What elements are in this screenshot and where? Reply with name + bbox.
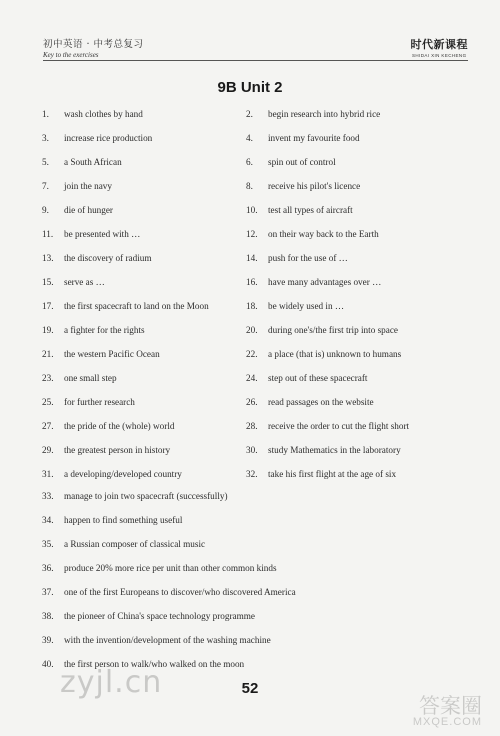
answer-item [42, 205, 113, 216]
answer-number: 38. [42, 611, 54, 621]
answer-number: 34. [42, 515, 54, 525]
answer-text: the discovery of radium [64, 253, 152, 263]
answer-item [246, 181, 360, 192]
answer-text: spin out of control [268, 157, 336, 167]
answer-text: receive his pilot's licence [268, 181, 361, 191]
answer-number: 10. [246, 205, 258, 215]
answer-number: 39. [42, 635, 54, 645]
answer-text: join the navy [64, 181, 112, 191]
answer-number: 22. [246, 349, 258, 359]
book-title: 初中英语 · 中考总复习 [43, 39, 144, 50]
answer-number: 32. [246, 469, 258, 479]
answer-number: 37. [42, 587, 54, 597]
answer-number: 24. [246, 373, 258, 383]
answer-number: 3. [42, 133, 49, 143]
answer-item [246, 205, 353, 216]
answer-text: the pioneer of China's space technology programme [64, 611, 255, 621]
answer-text: the first spacecraft to land on the Moon [64, 301, 209, 311]
publisher-logo-pinyin: SHIDAI XIN KECHENG [412, 53, 467, 58]
answer-item [42, 301, 209, 312]
answer-item [42, 539, 205, 550]
answer-item [246, 469, 396, 480]
answer-number: 13. [42, 253, 54, 263]
answer-number: 5. [42, 157, 49, 167]
answer-item [42, 157, 122, 168]
answer-text: a fighter for the rights [64, 325, 145, 335]
answer-number: 28. [246, 421, 258, 431]
answer-text: die of hunger [64, 205, 113, 215]
answer-text: serve as … [64, 277, 105, 287]
answer-number: 30. [246, 445, 258, 455]
answer-number: 15. [42, 277, 54, 287]
answer-item [246, 301, 344, 312]
answer-item [42, 253, 152, 264]
answer-item [42, 397, 135, 408]
answer-text: push for the use of … [268, 253, 348, 263]
watermark-right-en: MXQE.COM [412, 716, 482, 728]
answer-item [42, 563, 277, 574]
answer-number: 40. [42, 659, 54, 669]
answer-text: have many advantages over … [268, 277, 382, 287]
answer-text: study Mathematics in the laboratory [268, 445, 401, 455]
answer-number: 7. [42, 181, 49, 191]
answer-text: for further research [64, 397, 135, 407]
answer-text: a Russian composer of classical music [64, 539, 206, 549]
answer-text: the pride of the (whole) world [64, 421, 175, 431]
answer-item [42, 445, 170, 456]
answer-number: 36. [42, 563, 54, 573]
answer-number: 2. [246, 109, 253, 119]
answer-text: invent my favourite food [268, 133, 360, 143]
answer-text: take his first flight at the age of six [268, 469, 397, 479]
answer-text: increase rice production [64, 133, 153, 143]
answer-item [42, 109, 143, 120]
answer-item [246, 253, 348, 264]
answer-text: a place (that is) unknown to humans [268, 349, 402, 359]
answer-number: 23. [42, 373, 54, 383]
answer-number: 16. [246, 277, 258, 287]
answer-text: manage to join two spacecraft (successfully) [64, 491, 228, 501]
answer-text: the greatest person in history [64, 445, 171, 455]
answer-item [42, 515, 182, 526]
answer-item [246, 325, 398, 336]
answer-item [42, 349, 160, 360]
answer-number: 11. [42, 229, 54, 239]
answer-text: a South African [64, 157, 122, 167]
answer-item [246, 373, 368, 384]
answer-number: 26. [246, 397, 258, 407]
answer-number: 20. [246, 325, 258, 335]
page-header [43, 36, 468, 66]
answer-item [246, 157, 336, 168]
answer-item [42, 277, 105, 288]
answer-text: produce 20% more rice per unit than other common kinds [64, 563, 277, 573]
answer-item [42, 611, 255, 622]
answer-item [42, 229, 140, 240]
answer-number: 21. [42, 349, 54, 359]
answer-text: be presented with … [64, 229, 141, 239]
header-divider [43, 60, 468, 61]
answer-number: 31. [42, 469, 54, 479]
answer-item [42, 325, 145, 336]
watermark-left: zyjl.cn [60, 665, 163, 700]
publisher-logo [411, 36, 469, 58]
answer-text: the western Pacific Ocean [64, 349, 160, 359]
answer-item [42, 373, 117, 384]
answer-text: test all types of aircraft [268, 205, 353, 215]
answer-number: 35. [42, 539, 54, 549]
page-number: 52 [241, 680, 259, 697]
answer-item [246, 229, 379, 240]
answer-item [42, 421, 174, 432]
answer-text: with the invention/development of the washing machine [64, 635, 271, 645]
answer-item [42, 491, 228, 502]
answer-item [246, 421, 409, 432]
answer-number: 14. [246, 253, 258, 263]
answer-number: 33. [42, 491, 54, 501]
answer-text: on their way back to the Earth [268, 229, 379, 239]
answer-number: 18. [246, 301, 258, 311]
answer-text: step out of these spacecraft [268, 373, 368, 383]
answer-number: 27. [42, 421, 54, 431]
section-subtitle: Key to the exercises [43, 51, 99, 59]
publisher-logo-text: 时代新课程 [410, 38, 468, 51]
answer-number: 9. [42, 205, 49, 215]
answer-number: 25. [42, 397, 54, 407]
answer-text: one small step [64, 373, 117, 383]
unit-title: 9B Unit 2 [217, 79, 283, 96]
answer-text: be widely used in … [268, 301, 345, 311]
answer-text: wash clothes by hand [64, 109, 143, 119]
answer-item [42, 635, 271, 646]
answer-number: 8. [246, 181, 253, 191]
answer-number: 17. [42, 301, 54, 311]
answer-text: a developing/developed country [64, 469, 182, 479]
answer-item [246, 133, 360, 144]
answer-number: 4. [246, 133, 253, 143]
answer-item [42, 133, 152, 144]
answer-item [246, 445, 401, 456]
answer-text: one of the first Europeans to discover/who discovered America [64, 587, 296, 597]
answer-text: begin research into hybrid rice [268, 109, 381, 119]
answer-number: 29. [42, 445, 54, 455]
answer-number: 6. [246, 157, 253, 167]
answer-item [42, 469, 182, 480]
watermark-right-cn: 答案圈 [419, 694, 482, 718]
answer-number: 19. [42, 325, 54, 335]
answer-item [42, 587, 296, 598]
answer-text: happen to find something useful [64, 515, 183, 525]
answer-number: 1. [42, 109, 49, 119]
answer-item [42, 181, 112, 192]
answer-text: the first person to walk/who walked on the moon [64, 659, 245, 669]
answer-text: read passages on the website [268, 397, 374, 407]
answer-item [246, 277, 381, 288]
answer-item [246, 397, 374, 408]
answer-item [246, 349, 401, 360]
answer-text: receive the order to cut the flight short [268, 421, 410, 431]
answer-text: during one's/the first trip into space [268, 325, 398, 335]
answer-number: 12. [246, 229, 258, 239]
answer-item [246, 109, 380, 120]
